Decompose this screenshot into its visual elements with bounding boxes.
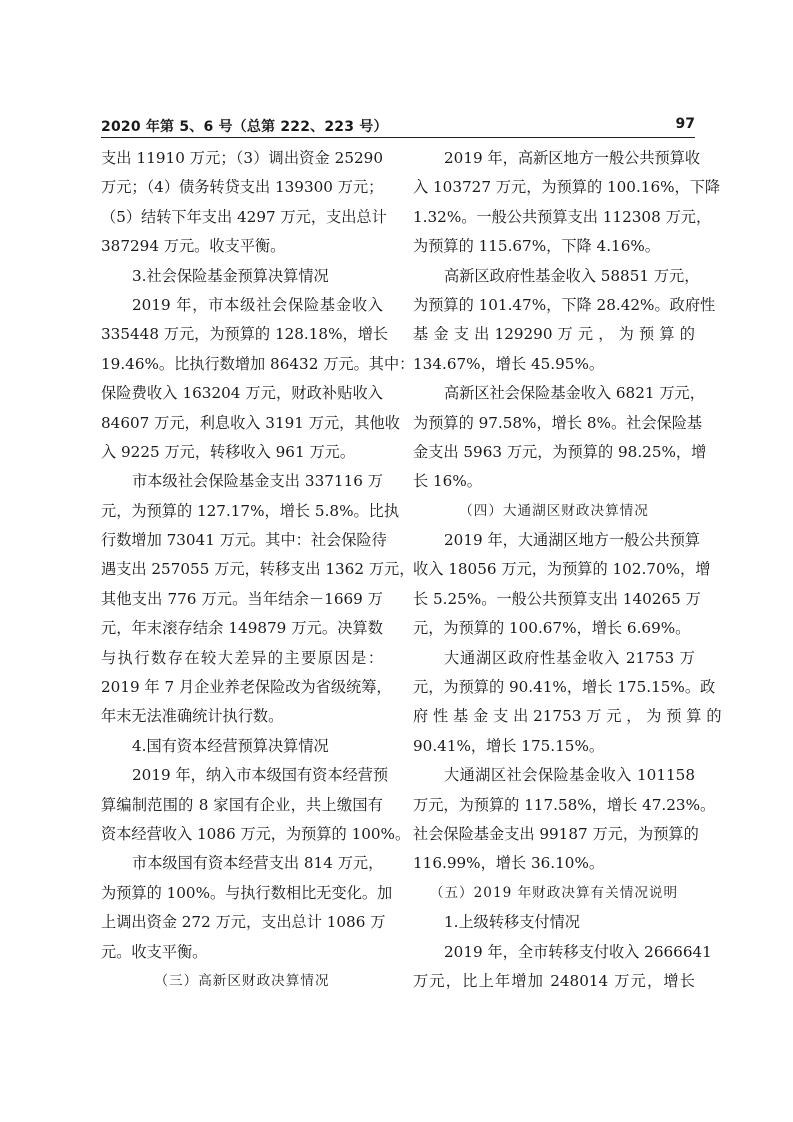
section-heading: （五）2019 年财政决算有关情况说明 — [429, 884, 679, 901]
section-heading: （四）大通湖区财政决算情况 — [459, 502, 649, 519]
text-line: 市本级国有资本经营支出 814 万元， — [132, 854, 384, 873]
text-line: 2019 年 7 月企业养老保险改为省级统筹， — [101, 678, 392, 697]
right-column — [413, 144, 722, 996]
text-line: 335448 万元，为预算的 128.18%，增长 — [101, 325, 389, 344]
text-line: 金支出 5963 万元，为预算的 98.25%，增 — [413, 442, 707, 461]
text-line: 134.67%，增长 45.95%。 — [413, 354, 605, 373]
text-line: 支出 11910 万元；（3）调出资金 25290 — [101, 149, 383, 167]
text-line: 116.99%，增长 36.10%。 — [413, 854, 605, 873]
text-line: 2019 年，纳入市本级国有资本经营预 — [132, 766, 389, 785]
text-line: 府 性 基 金 支 出 21753 万 元 ， 为 预 算 的 — [413, 707, 722, 726]
text-line: 收入 18056 万元，为预算的 102.70%，增 — [413, 560, 711, 579]
text-line: 入 9225 万元，转移收入 961 万元。 — [101, 442, 356, 461]
text-line: 2019 年，高新区地方一般公共预算收 — [444, 149, 701, 167]
text-line: 万元，比上年增加 248014 万元，增长 — [413, 971, 695, 990]
text-line: 遇支出 257055 万元，转移支出 1362 万元， — [101, 560, 415, 579]
text-line: 其他支出 776 万元。当年结余－1669 万 — [101, 589, 383, 608]
text-line: 基 金 支 出 129290 万 元 ， 为 预 算 的 — [413, 325, 695, 344]
page-number: 97 — [675, 116, 695, 132]
text-line: 为预算的 115.67%，下降 4.16%。 — [413, 237, 660, 256]
section-heading: （三）高新区财政决算情况 — [154, 972, 330, 989]
text-line: 长 5.25%。一般公共预算支出 140265 万 — [413, 589, 701, 608]
text-line: 19.46%。比执行数增加 86432 万元。其中： — [101, 354, 415, 373]
text-line: 84607 万元，利息收入 3191 万元，其他收 — [101, 413, 400, 432]
text-line: 387294 万元。收支平衡。 — [101, 237, 286, 256]
page-header — [101, 116, 695, 136]
text-line: 元，为预算的 100.67%，增长 6.69%。 — [413, 619, 691, 638]
text-line: 2019 年，全市转移支付收入 2666641 — [444, 942, 712, 961]
text-line: 为预算的 101.47%，下降 28.42%。政府性 — [413, 295, 716, 314]
header-divider — [101, 137, 695, 138]
text-line: 上调出资金 272 万元，支出总计 1086 万 — [101, 913, 386, 932]
text-line: 为预算的 100%。与执行数相比无变化。加 — [101, 883, 393, 902]
text-line: 1.32%。一般公共预算支出 112308 万元， — [413, 207, 712, 226]
text-line: 长 16%。 — [413, 472, 482, 491]
text-line: 为预算的 97.58%，增长 8%。社会保险基 — [413, 413, 703, 432]
text-line: 3.社会保险基金预算决算情况 — [132, 266, 329, 285]
text-line: 元，为预算的 127.17%，增长 5.8%。比执 — [101, 501, 400, 520]
text-line: 社会保险基金支出 99187 万元，为预算的 — [413, 824, 699, 843]
text-line: 万元；（4）债务转贷支出 139300 万元； — [101, 178, 384, 197]
text-line: 2019 年，大通湖区地方一般公共预算 — [444, 531, 701, 550]
text-line: 90.41%，增长 175.15%。 — [413, 736, 605, 755]
text-line: 年末无法准确统计执行数。 — [101, 707, 284, 726]
text-line: （5）结转下年支出 4297 万元，支出总计 — [101, 207, 387, 226]
text-line: 万元，为预算的 117.58%，增长 47.23%。 — [413, 795, 716, 814]
text-line: 资本经营收入 1086 万元，为预算的 100%。 — [101, 824, 411, 843]
text-line: 1.上级转移支付情况 — [444, 913, 580, 932]
text-line: 高新区政府性基金收入 58851 万元， — [444, 266, 700, 285]
text-line: 算编制范围的 8 家国有企业，共上缴国有 — [101, 795, 383, 814]
text-line: 大通湖区社会保险基金收入 101158 — [444, 766, 695, 785]
text-line: 元，年末滚存结余 149879 万元。决算数 — [101, 619, 383, 638]
text-line: 与执行数存在较大差异的主要原因是： — [101, 648, 383, 667]
text-line: 大通湖区政府性基金收入 21753 万 — [444, 648, 695, 667]
text-line: 4.国有资本经营预算决算情况 — [132, 736, 329, 755]
text-line: 行数增加 73041 万元。其中：社会保险待 — [101, 531, 387, 550]
left-column — [101, 144, 415, 996]
text-line: 元，为预算的 90.41%，增长 175.15%。政 — [413, 678, 716, 697]
text-line: 高新区社会保险基金收入 6821 万元， — [444, 384, 705, 403]
issue-label: 2020 年第 5、6 号（总第 222、223 号） — [101, 119, 388, 135]
text-line: 元。收支平衡。 — [101, 942, 208, 961]
text-line: 保险费收入 163204 万元，财政补贴收入 — [101, 384, 383, 403]
text-line: 市本级社会保险基金支出 337116 万 — [132, 472, 383, 491]
text-line: 2019 年，市本级社会保险基金收入 — [132, 295, 383, 314]
text-line: 入 103727 万元，为预算的 100.16%，下降 — [413, 178, 721, 197]
